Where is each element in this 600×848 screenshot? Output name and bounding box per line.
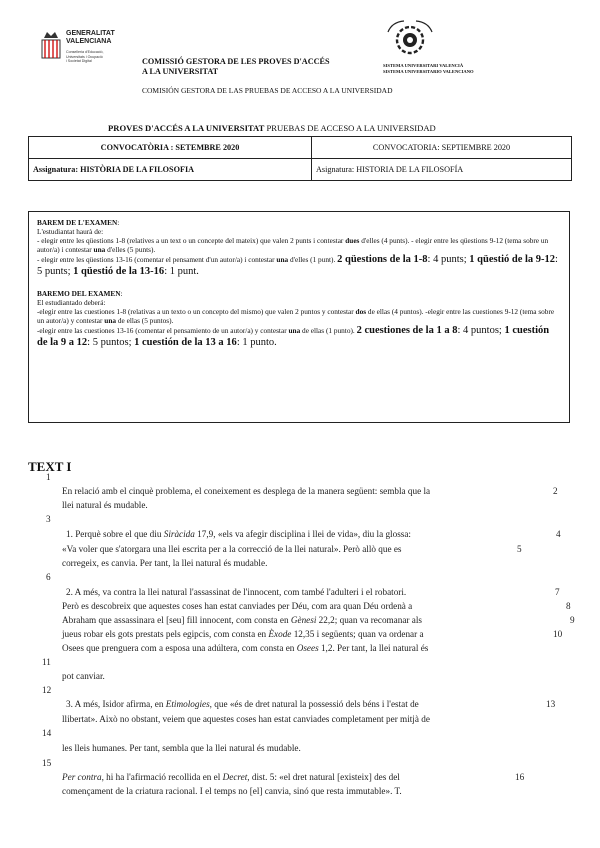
text-line: En relació amb el cinquè problema, el coneixement es desplega de la manera següent: sembla que la bbox=[62, 486, 431, 496]
line-number: 15 bbox=[42, 758, 52, 768]
line-number: 4 bbox=[556, 529, 561, 539]
commissio-line-1: COMISSIÓ GESTORA DE LES PROVES D'ACCÉS bbox=[142, 57, 330, 66]
text-line: les lleis humanes. Per tant, sembla que la llei natural és mudable. bbox=[62, 743, 301, 753]
generalitat-crest-icon bbox=[40, 30, 62, 60]
proves-title bbox=[108, 123, 436, 133]
generalitat-logo bbox=[40, 28, 140, 68]
text-line: llei natural és mudable. bbox=[62, 500, 148, 510]
text-line: «Va voler que s'atorgara una llei escrita per a la correcció de la llei natural». Però allò que es bbox=[62, 544, 402, 554]
barem-va-heading: BAREM DE L'EXAMEN bbox=[37, 218, 118, 227]
text-line: 3. A més, Isidor afirma, en Etimologies, que «és de dret natural la possessió dels béns i l'estat de bbox=[66, 699, 419, 709]
conv-es-cell: CONVOCATORIA: SEPTIEMBRE 2020 bbox=[311, 137, 571, 159]
line-number: 5 bbox=[517, 544, 522, 554]
assig-va-cell bbox=[29, 159, 312, 181]
gv-name-1: GENERALITAT bbox=[66, 30, 115, 37]
barem-va-rule-2: - elegir entre les qüestions 13-16 (comentar el pensament d'un autor/a) i contestar una d'elles (1 punt). 2 qüestions de la 1-8: 4 punts; 1 qüestió de la 9-12: 5 punts; 1 qüestió de la 13-16: 1 punt. bbox=[37, 254, 558, 277]
proves-title-va: PROVES D'ACCÉS A LA UNIVERSITAT bbox=[108, 123, 265, 133]
text-line: llibertat». Això no obstant, veiem que aquestes coses han estat canviades completament per mitjà de bbox=[62, 714, 430, 724]
text-line: pot canviar. bbox=[62, 671, 105, 681]
assig-es-label: Asignatura bbox=[315, 165, 352, 174]
sis-line-2: SISTEMA UNIVERSITARIO VALENCIANO bbox=[383, 68, 474, 74]
gv-dept-3: i Societat Digital bbox=[66, 59, 92, 63]
barem-es-rule-1: -elegir entre las cuestiones 1-8 (relativas a un texto o un concepto del mismo) que valen 2 puntos y contestar dos de ellas (4 puntos). -elegir entre las cuestiones 9-12 (tema sobre un autor/a) y contestar una de ellas (5 puntos). bbox=[37, 307, 555, 325]
table-row bbox=[29, 159, 572, 181]
text-line: Osees que prenguera com a esposa una adúltera, com consta en Osees 1,2. Per tant, la llei natural és bbox=[62, 643, 429, 653]
assig-es-cell bbox=[311, 159, 571, 181]
sis-line-1: SISTEMA UNIVERSITARI VALENCIÀ bbox=[383, 63, 464, 68]
gv-dept-2: Universitats i Ocupació bbox=[66, 54, 103, 59]
text-line: Per contra, hi ha l'afirmació recollida en el Decret, dist. 5: «el dret natural [existeix] des del bbox=[62, 772, 400, 782]
text-line: Abraham que assassinara el [seu] fill innocent, com consta en Gènesi 22,2; quan va recomanar als bbox=[62, 615, 422, 625]
barem-box: BAREM DE L'EXAMEN: L'estudiantat haurà de: - elegir entre les qüestions 1-8 (relatives a un text o un concepte del mateix) que valen 2 punts i contestar dues d'elles (4 punts). - elegir entre les qüestions 9-12 (tema sobre un autor/a) i contestar una d'elles (5 punts). - elegir entre les qüestions 13-16 (comentar el pensament d'un autor/a) i contestar una d'elles (1 punt). 2 qüestions de la 1-8: 4 punts; 1 qüestió de la 9-12: 5 punts; 1 qüestió de la 13-16: 1 punt. BAREMO DEL EXAMEN: El estudiantado deberá: -elegir entre las cuestiones 1-8 (relativas a un texto o un concepto del mismo) que valen 2 puntos y contestar dos de ellas (4 puntos). -elegir entre las cuestiones 9-12 (tema sobre un autor/a) y contestar una de ellas (5 puntos). -elegir entre las cuestiones 13-16 (comentar el pensamiento de un autor/a) y contestar una de ellas (1 punto). 2 cuestiones de la 1 a 8: 4 puntos; 1 cuestión de la 9 a 12: 5 puntos; 1 cuestión de la 13 a 16: 1 punto. bbox=[28, 211, 570, 423]
sistema-text bbox=[383, 63, 474, 74]
line-number: 9 bbox=[570, 615, 575, 625]
line-number: 1 bbox=[46, 472, 51, 482]
commissio-title bbox=[142, 57, 330, 77]
assig-va-value: : HISTÒRIA DE LA FILOSOFIA bbox=[75, 165, 195, 174]
assig-va-label: Assignatura bbox=[33, 165, 76, 174]
line-number: 14 bbox=[42, 728, 52, 738]
text-line: 1. Perquè sobre el que diu Siràcida 17,9, «els va afegir disciplina i llei de vida», diu la glossa: bbox=[66, 529, 411, 539]
text-line: corregeix, es canvia. Per tant, la llei natural és mudable. bbox=[62, 558, 268, 568]
conv-va-cell: CONVOCATÒRIA : SETEMBRE 2020 bbox=[29, 137, 312, 159]
line-number: 7 bbox=[555, 587, 560, 597]
text-line: Però es descobreix que aquestes coses han estat canviades per Déu, com ara quan Déu ordenà a bbox=[62, 601, 413, 611]
text-line: jueus robar els gots prestats pels egipcis, com consta en Èxode 12,35 i següents; quan va ordenar a bbox=[62, 629, 424, 639]
barem-va-rule-1: - elegir entre les qüestions 1-8 (relatives a un text o un concepte del mateix) que valen 2 punts i contestar dues d'elles (4 punts). - elegir entre les qüestions 9-12 (tema sobre un autor/a) i contestar una d'elles (5 punts). bbox=[37, 236, 549, 254]
commissio-line-2: A LA UNIVERSITAT bbox=[142, 67, 219, 76]
line-number: 11 bbox=[42, 657, 51, 667]
text-line: començament de la criatura racional. I el temps no [el] canvia, sinó que resta immutable». T. bbox=[62, 786, 402, 796]
table-row bbox=[29, 137, 572, 159]
barem-es-intro: El estudiantado deberá: bbox=[37, 298, 106, 307]
text-title: TEXT I bbox=[28, 459, 72, 474]
line-number: 3 bbox=[46, 514, 51, 524]
line-number: 16 bbox=[515, 772, 525, 782]
gv-name-2: VALENCIANA bbox=[66, 38, 112, 45]
line-number: 10 bbox=[553, 629, 563, 639]
comision-title: COMISIÓN GESTORA DE LAS PRUEBAS DE ACCESO A LA UNIVERSIDAD bbox=[142, 86, 393, 95]
text-line: 2. A més, va contra la llei natural l'assassinat de l'innocent, com també l'adulteri i el robatori. bbox=[66, 587, 407, 597]
line-number: 2 bbox=[553, 486, 558, 496]
convocatoria-table bbox=[28, 136, 572, 181]
line-number: 13 bbox=[546, 699, 556, 709]
line-number: 8 bbox=[566, 601, 571, 611]
line-number: 6 bbox=[46, 572, 51, 582]
assig-es-value: : HISTORIA DE LA FILOSOFÍA bbox=[351, 165, 464, 174]
proves-title-es: PRUEBAS DE ACCESO A LA UNIVERSIDAD bbox=[264, 123, 436, 133]
barem-es-rule-2: -elegir entre las cuestiones 13-16 (comentar el pensamiento de un autor/a) y contestar una de ellas (1 punto). 2 cuestiones de la 1 a 8: 4 puntos; 1 cuestión de la 9 a 12: 5 puntos; 1 cuestión de la 13 a 16: 1 punto. bbox=[37, 325, 550, 348]
gv-dept-1: Conselleria d'Educació, bbox=[66, 50, 104, 54]
barem-va-intro: L'estudiantat haurà de: bbox=[37, 227, 104, 236]
barem-es-heading: BAREMO DEL EXAMEN bbox=[37, 289, 121, 298]
line-number: 12 bbox=[42, 685, 52, 695]
